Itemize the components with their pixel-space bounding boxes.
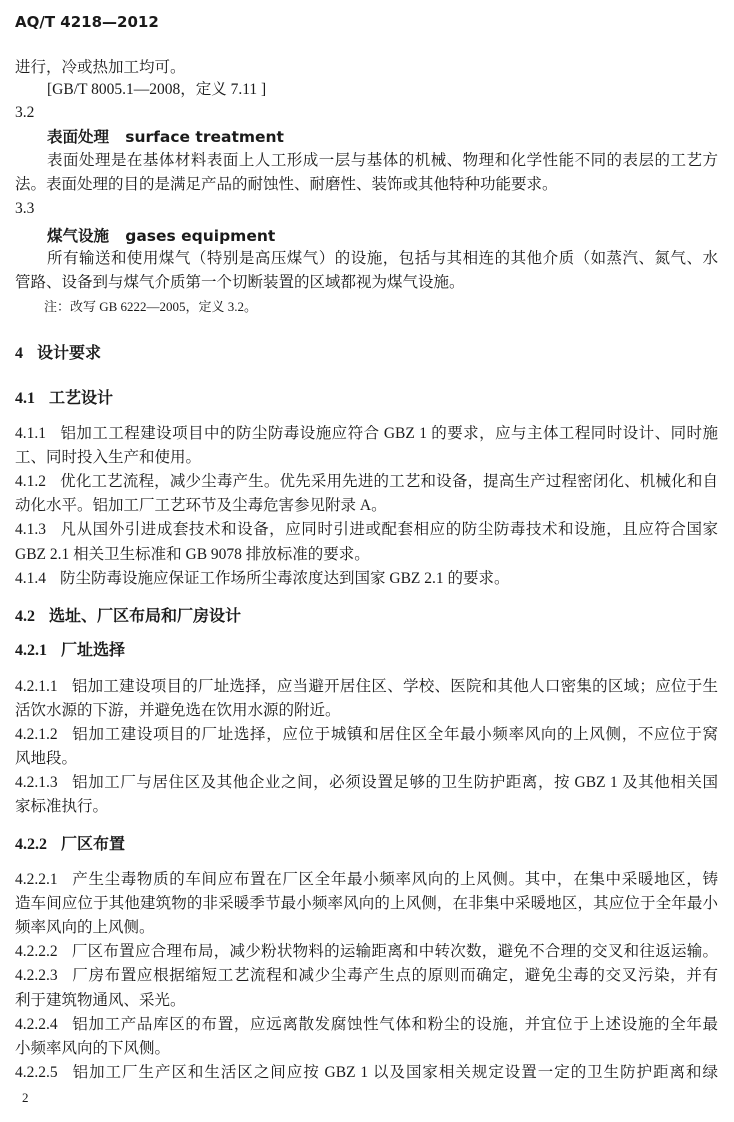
clause-text: 铝加工建设项目的厂址选择，应位于城镇和居住区全年最小频率风向的上风侧，不应位于窝 [71, 726, 718, 743]
section-title: 设计要求 [37, 345, 102, 362]
clause-text: 凡从国外引进成套技术和设备，应同时引进或配套相应的防尘防毒技术和设施，且应符合国家 [60, 521, 718, 538]
clause-text: 造车间应位于其他建筑物的非采暖季节最小频率风向的上风侧，在非集中采暖地区，其应位于全年最小 [15, 895, 718, 912]
clause-number: 4.1.2 [15, 473, 46, 490]
clause [15, 472, 718, 492]
clause-text: 优化工艺流程，减少尘毒产生。优先采用先进的工艺和设备，提高生产过程密闭化、机械化和自 [60, 473, 718, 490]
definition-text: 法。表面处理的目的是满足产品的耐蚀性、耐磨性、装饰或其他特种功能要求。 [15, 176, 558, 193]
clause-text: 家标准执行。 [15, 798, 109, 815]
clause-text: 利于建筑物通风、采光。 [15, 992, 186, 1009]
clause-number: 4.2.2.3 [15, 967, 58, 984]
term-en: surface treatment [125, 128, 284, 146]
clause-text: GBZ 2.1 相关卫生标准和 GB 9078 排放标准的要求。 [15, 546, 370, 563]
clause-text: 厂房布置应根据缩短工艺流程和减少尘毒产生点的原则而确定，避免尘毒的交叉污染，并有 [71, 967, 718, 984]
clause [15, 520, 718, 540]
definition-term [47, 226, 275, 246]
section-number: 4.2 [15, 608, 35, 625]
clause-number: 4.1.1 [15, 425, 46, 442]
section-title: 厂址选择 [61, 642, 126, 659]
clause-number: 4.1.3 [15, 521, 46, 538]
clause-number: 4.2.1.3 [15, 774, 58, 791]
clause-number: 4.2.1.2 [15, 726, 58, 743]
clause-number: 4.2.2.5 [15, 1064, 58, 1081]
definition-text: 表面处理是在基体材料表面上人工形成一层与基体的机械、物理和化学性能不同的表层的工艺方 [47, 152, 718, 169]
term-zh: 表面处理 [47, 128, 110, 146]
clause [15, 942, 718, 962]
clause-text: 活饮水源的下游，并避免选在饮用水源的附近。 [15, 702, 341, 719]
clause [15, 773, 718, 793]
definition-number: 3.3 [15, 200, 35, 217]
clause-number: 4.2.2.4 [15, 1016, 58, 1033]
clause-text: 风地段。 [15, 750, 78, 767]
clause-number: 4.2.1.1 [15, 678, 58, 695]
page-number: 2 [22, 1090, 29, 1105]
definition-continuation: 进行，冷或热加工均可。 [15, 59, 186, 76]
section-title: 选址、厂区布局和厂房设计 [49, 608, 242, 625]
clause-text: 铝加工产品库区的布置，应远离散发腐蚀性气体和粉尘的设施，并宜位于上述设施的全年最 [71, 1016, 718, 1033]
clause-text: 铝加工厂生产区和生活区之间应按 GBZ 1 以及国家相关规定设置一定的卫生防护距离和绿 [71, 1064, 718, 1081]
clause [15, 569, 510, 589]
clause [15, 1063, 718, 1083]
clause [15, 424, 718, 444]
clause-text: 动化水平。铝加工厂工艺环节及尘毒危害参见附录 A。 [15, 497, 387, 514]
section-heading [15, 835, 125, 855]
clause-text: 厂区布置应合理布局，减少粉状物料的运输距离和中转次数，避免不合理的交叉和往返运输。 [71, 943, 718, 960]
definition-term [47, 127, 284, 147]
clause [15, 870, 718, 890]
section-title: 厂区布置 [61, 836, 126, 853]
section-number: 4.2.1 [15, 642, 47, 659]
definition-note: 注：改写 GB 6222—2005，定义 3.2。 [44, 299, 258, 314]
section-number: 4 [15, 345, 23, 362]
clause-number: 4.1.4 [15, 570, 46, 587]
section-heading [15, 641, 125, 661]
clause-text: 小频率风向的下风侧。 [15, 1040, 171, 1057]
clause [15, 725, 718, 745]
term-en: gases equipment [125, 227, 276, 245]
clause-text: 工、同时投入生产和使用。 [15, 449, 202, 466]
term-zh: 煤气设施 [47, 227, 110, 245]
clause-text: 频率风向的上风侧。 [15, 919, 155, 936]
clause-number: 4.2.2.2 [15, 943, 58, 960]
section-heading [15, 607, 241, 627]
definition-text: 所有输送和使用煤气（特别是高压煤气）的设施，包括与其相连的其他介质（如蒸汽、氮气、水 [47, 250, 718, 267]
definition-text: 管路、设备到与煤气介质第一个切断装置的区域都视为煤气设施。 [15, 274, 465, 291]
section-heading [15, 344, 101, 364]
definition-number: 3.2 [15, 104, 35, 121]
section-number: 4.1 [15, 390, 35, 407]
clause [15, 966, 718, 986]
clause-text: 铝加工建设项目的厂址选择，应当避开居住区、学校、医院和其他人口密集的区域；应位于生 [71, 678, 718, 695]
section-title: 工艺设计 [49, 390, 114, 407]
clause [15, 1015, 718, 1035]
definition-source: [GB/T 8005.1—2008，定义 7.11 ] [47, 81, 267, 98]
clause-text: 产生尘毒物质的车间应布置在厂区全年最小频率风向的上风侧。其中，在集中采暖地区，铸 [71, 871, 718, 888]
section-number: 4.2.2 [15, 836, 47, 853]
doc-header: AQ/T 4218—2012 [15, 13, 159, 31]
clause-text: 防尘防毒设施应保证工作场所尘毒浓度达到国家 GBZ 2.1 的要求。 [60, 570, 510, 587]
clause-text: 铝加工厂与居住区及其他企业之间，必须设置足够的卫生防护距离，按 GBZ 1 及其他相关国 [71, 774, 718, 791]
clause [15, 677, 718, 697]
clause-text: 铝加工工程建设项目中的防尘防毒设施应符合 GBZ 1 的要求，应与主体工程同时设计、同时施 [60, 425, 718, 442]
clause-number: 4.2.2.1 [15, 871, 58, 888]
section-heading [15, 389, 113, 409]
